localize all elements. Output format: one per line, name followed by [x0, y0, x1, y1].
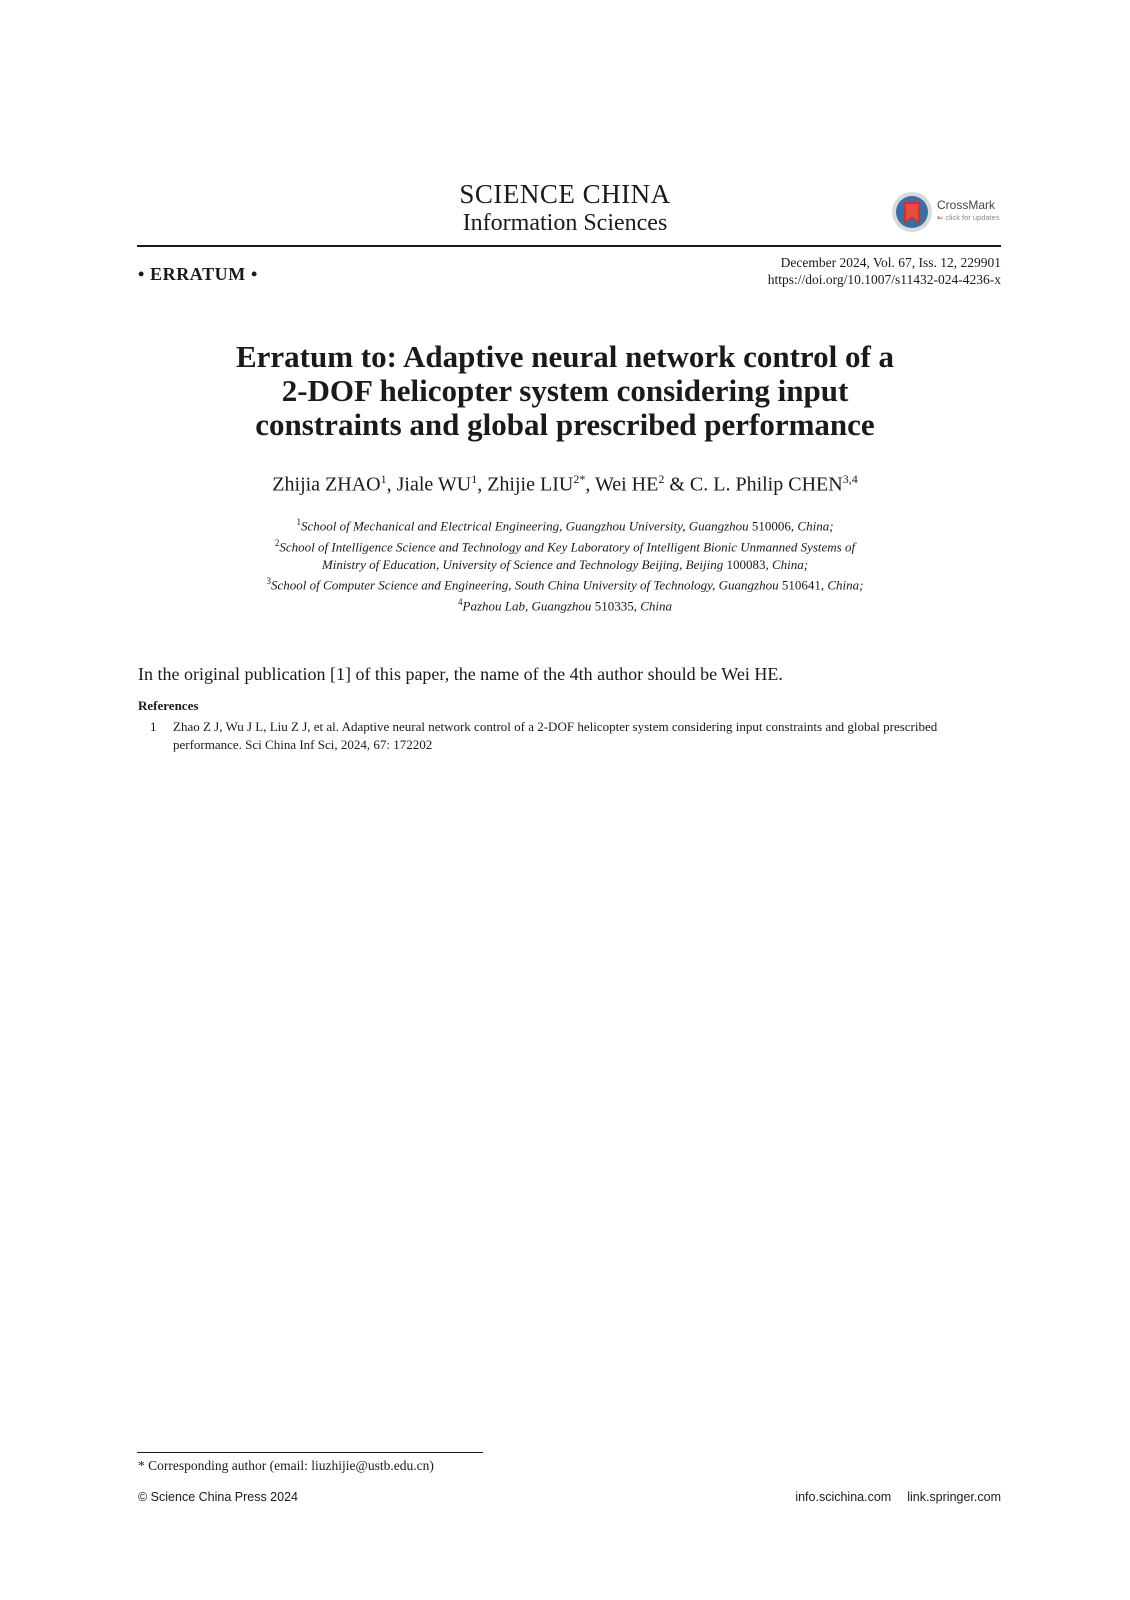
postal-code: 510641 — [781, 577, 821, 593]
affiliation-3 — [130, 573, 1000, 594]
affiliation-list — [130, 514, 1000, 615]
author-affil-mark: 1 — [471, 472, 478, 486]
issue-info — [768, 254, 1001, 288]
author-affil-mark: 3,4 — [842, 472, 858, 486]
author-name: Zhijia ZHAO — [272, 473, 381, 496]
affil-mark: 2 — [274, 537, 280, 548]
affil-text: School of Mechanical and Electrical Engineering, Guangzhou University, Guangzhou — [300, 518, 752, 534]
title-line-2: 2-DOF helicopter system considering input — [281, 373, 849, 408]
affil-country: , China; — [765, 556, 809, 572]
crossmark-badge[interactable] — [890, 190, 1000, 234]
affil-text: Pazhou Lab, Guangzhou — [462, 598, 595, 614]
author-separator: , — [477, 473, 488, 496]
author-name: Jiale WU — [396, 473, 472, 496]
copyright-notice: © Science China Press 2024 — [138, 1490, 298, 1504]
affil-country: , China; — [820, 577, 864, 593]
issue-volume-line: December 2024, Vol. 67, Iss. 12, 229901 — [780, 255, 1001, 270]
author-name: C. L. Philip CHEN — [689, 473, 843, 496]
affiliation-1 — [130, 514, 1000, 535]
journal-name: SCIENCE CHINA — [459, 179, 671, 209]
crossmark-label: CrossMark — [937, 198, 996, 212]
doi-link[interactable]: https://doi.org/10.1007/s11432-024-4236-x — [767, 272, 1001, 287]
journal-subtitle: Information Sciences — [462, 210, 668, 236]
affil-text: School of Computer Science and Engineering, South China University of Technology, Guangzhou — [271, 577, 782, 593]
affil-mark: 1 — [296, 517, 301, 527]
title-line-1: Erratum to: Adaptive neural network control of a — [235, 339, 895, 374]
affil-mark: 4 — [458, 596, 463, 607]
postal-code: 510006 — [751, 518, 791, 534]
postal-code: 510335 — [594, 598, 634, 614]
postal-code: 100083 — [726, 556, 766, 572]
author-affil-mark: 2 — [658, 472, 665, 486]
footer-links — [795, 1490, 1001, 1504]
body-paragraph: In the original publication [1] of this paper, the name of the 4th author should be Wei HE. — [138, 664, 783, 684]
affiliation-2 — [130, 535, 1000, 556]
corresponding-author-footnote: * Corresponding author (email: liuzhijie@ustb.edu.cn) — [138, 1458, 434, 1473]
footnote-rule — [137, 1452, 483, 1453]
article-type-label: • ERRATUM • — [138, 264, 258, 284]
affiliation-2-cont — [130, 556, 1000, 574]
left-arrow-icon: ⇐ — [937, 213, 946, 222]
author-separator: , — [585, 473, 595, 496]
article-title — [130, 340, 1000, 442]
springer-link[interactable]: link.springer.com — [907, 1490, 1001, 1504]
author-list — [130, 466, 1000, 498]
author-name: Wei HE — [594, 473, 659, 496]
author-separator: & — [664, 473, 690, 496]
crossmark-sublabel: ⇐ click for updates — [937, 213, 1000, 222]
header-rule — [137, 245, 1001, 247]
affil-text: School of Intelligence Science and Technology and Key Laboratory of Intelligent Bionic Unmanned Systems of — [279, 539, 856, 555]
scichina-link[interactable]: info.scichina.com — [795, 1490, 892, 1504]
affil-text: Ministry of Education, University of Science and Technology Beijing, Beijing — [321, 556, 727, 572]
affiliation-4 — [130, 594, 1000, 615]
author-separator: , — [386, 473, 397, 496]
crossmark-icon — [890, 190, 934, 234]
affil-country: , China; — [790, 518, 834, 534]
reference-number: 1 — [150, 719, 157, 734]
title-line-3: constraints and global prescribed performance — [255, 407, 875, 442]
references-heading: References — [138, 698, 199, 713]
author-affil-mark: 2* — [573, 472, 586, 486]
affil-country: , China — [633, 598, 672, 614]
author-affil-mark: 1 — [380, 472, 387, 486]
affil-mark: 3 — [266, 576, 272, 587]
reference-text: Zhao Z J, Wu J L, Liu Z J, et al. Adaptive neural network control of a 2-DOF helicopter system considering input constraints and global prescribed performance. Sci China Inf Sci, 2024, 67: 172202 — [173, 719, 938, 752]
author-name: Zhijie LIU — [487, 473, 574, 496]
